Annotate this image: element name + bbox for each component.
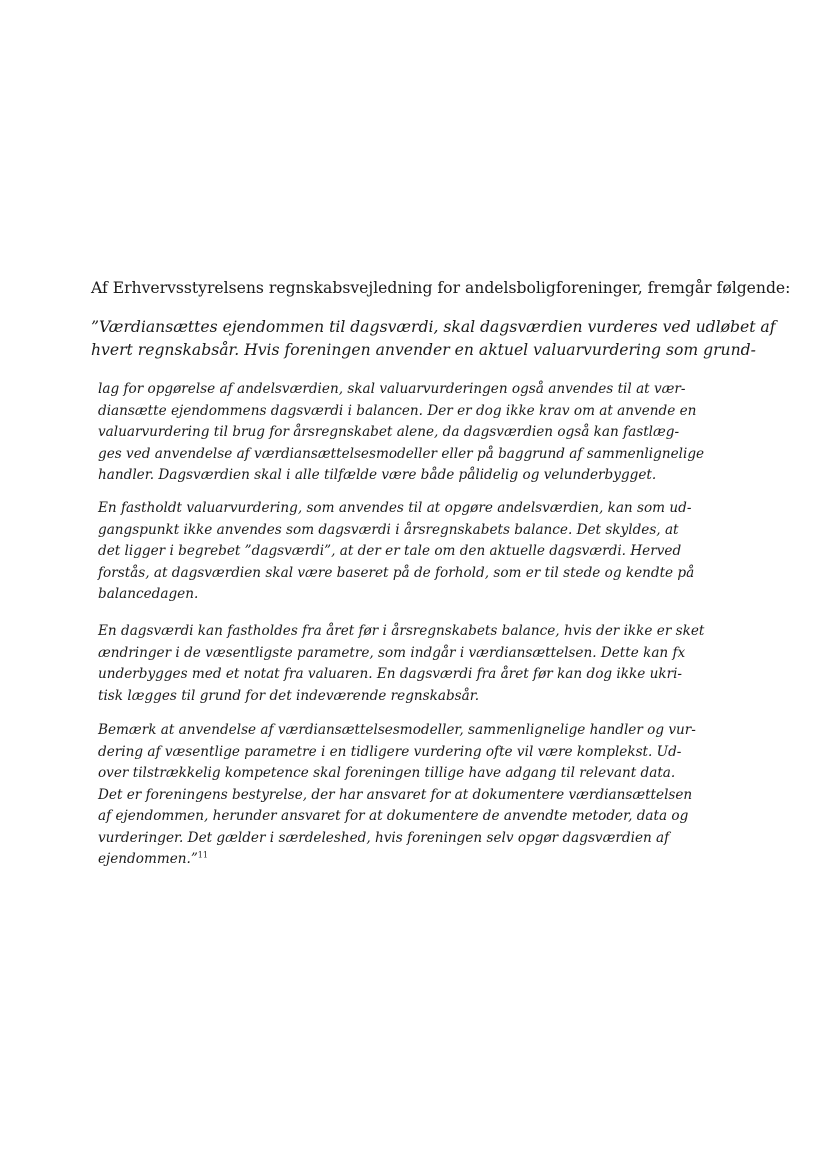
paragraph-line: vurderinger. Det gælder i særdeleshed, hvis foreningen selv opgør dagsværdien af — [98, 829, 670, 846]
paragraph-line: Det er foreningens bestyrelse, der har ansvaret for at dokumentere værdiansættelsen — [98, 786, 693, 803]
paragraph-line-last — [98, 849, 738, 871]
paragraph-line: forstås, at dagsværdien skal være baseret på de forhold, som er til stede og kendte på — [98, 564, 695, 581]
paragraph-line: over tilstrækkelig kompetence skal foreningen tillige have adgang til relevant data. — [98, 765, 676, 781]
quote-paragraph-1 — [98, 379, 738, 487]
paragraph-line: Bemærk at anvendelse af værdiansættelsesmodeller, sammenlignelige handler og vur- — [98, 722, 696, 738]
paragraph-line: dering af væsentlige parametre i en tidligere vurdering ofte vil være komplekst. Ud- — [98, 743, 682, 760]
paragraph-line: lag for opgørelse af andelsværdien, skal valuarvurderingen også anvendes til at vær- — [98, 381, 686, 397]
paragraph-line: gangspunkt ikke anvendes som dagsværdi i årsregnskabets balance. Det skyldes, at — [98, 521, 679, 538]
paragraph-line: det ligger i begrebet ”dagsværdi”, at der er tale om den aktuelle dagsværdi. Herved — [98, 543, 682, 559]
paragraph-line: underbygges med et notat fra valuaren. En dagsværdi fra året før kan dog ikke ukri- — [98, 666, 683, 682]
quote-paragraph-2 — [98, 498, 738, 606]
intro-sentence: Af Erhvervsstyrelsens regnskabsvejledning for andelsboligforeninger, fremgår følgende: — [91, 279, 791, 297]
paragraph-line: En fastholdt valuarvurdering, som anvendes til at opgøre andelsværdien, kan som ud- — [98, 500, 692, 516]
paragraph-line: balancedagen. — [98, 586, 199, 602]
footnote-reference: 11 — [197, 850, 208, 860]
paragraph-line: ændringer i de væsentligste parametre, som indgår i værdiansættelsen. Dette kan fx — [98, 644, 686, 661]
paragraph-line: En dagsværdi kan fastholdes fra året før i årsregnskabets balance, hvis der ikke er sket — [98, 623, 705, 639]
paragraph-line: handler. Dagsværdien skal i alle tilfælde være både pålidelig og velunderbygget. — [98, 467, 657, 483]
paragraph-line: valuarvurdering til brug for årsregnskabet alene, da dagsværdien også kan fastlæg- — [98, 424, 680, 440]
quote-paragraph-3 — [98, 621, 738, 707]
quote-lead — [91, 316, 776, 362]
quote-lead-line: hvert regnskabsår. Hvis foreningen anvender en aktuel valuarvurdering som grund- — [91, 341, 756, 359]
paragraph-line: diansætte ejendommens dagsværdi i balancen. Der er dog ikke krav om at anvende en — [98, 402, 697, 419]
paragraph-line: af ejendommen, herunder ansvaret for at dokumentere de anvendte metoder, data og — [98, 808, 689, 824]
paragraph-line: tisk lægges til grund for det indeværende regnskabsår. — [98, 687, 480, 704]
paragraph-line-text: ejendommen.” — [98, 851, 198, 867]
paragraph-line: ges ved anvendelse af værdiansættelsesmodeller eller på baggrund af sammenlignelige — [98, 445, 705, 462]
quote-lead-line: ”Værdiansættes ejendommen til dagsværdi, skal dagsværdien vurderes ved udløbet af — [91, 318, 776, 336]
quote-paragraph-4 — [98, 720, 738, 871]
